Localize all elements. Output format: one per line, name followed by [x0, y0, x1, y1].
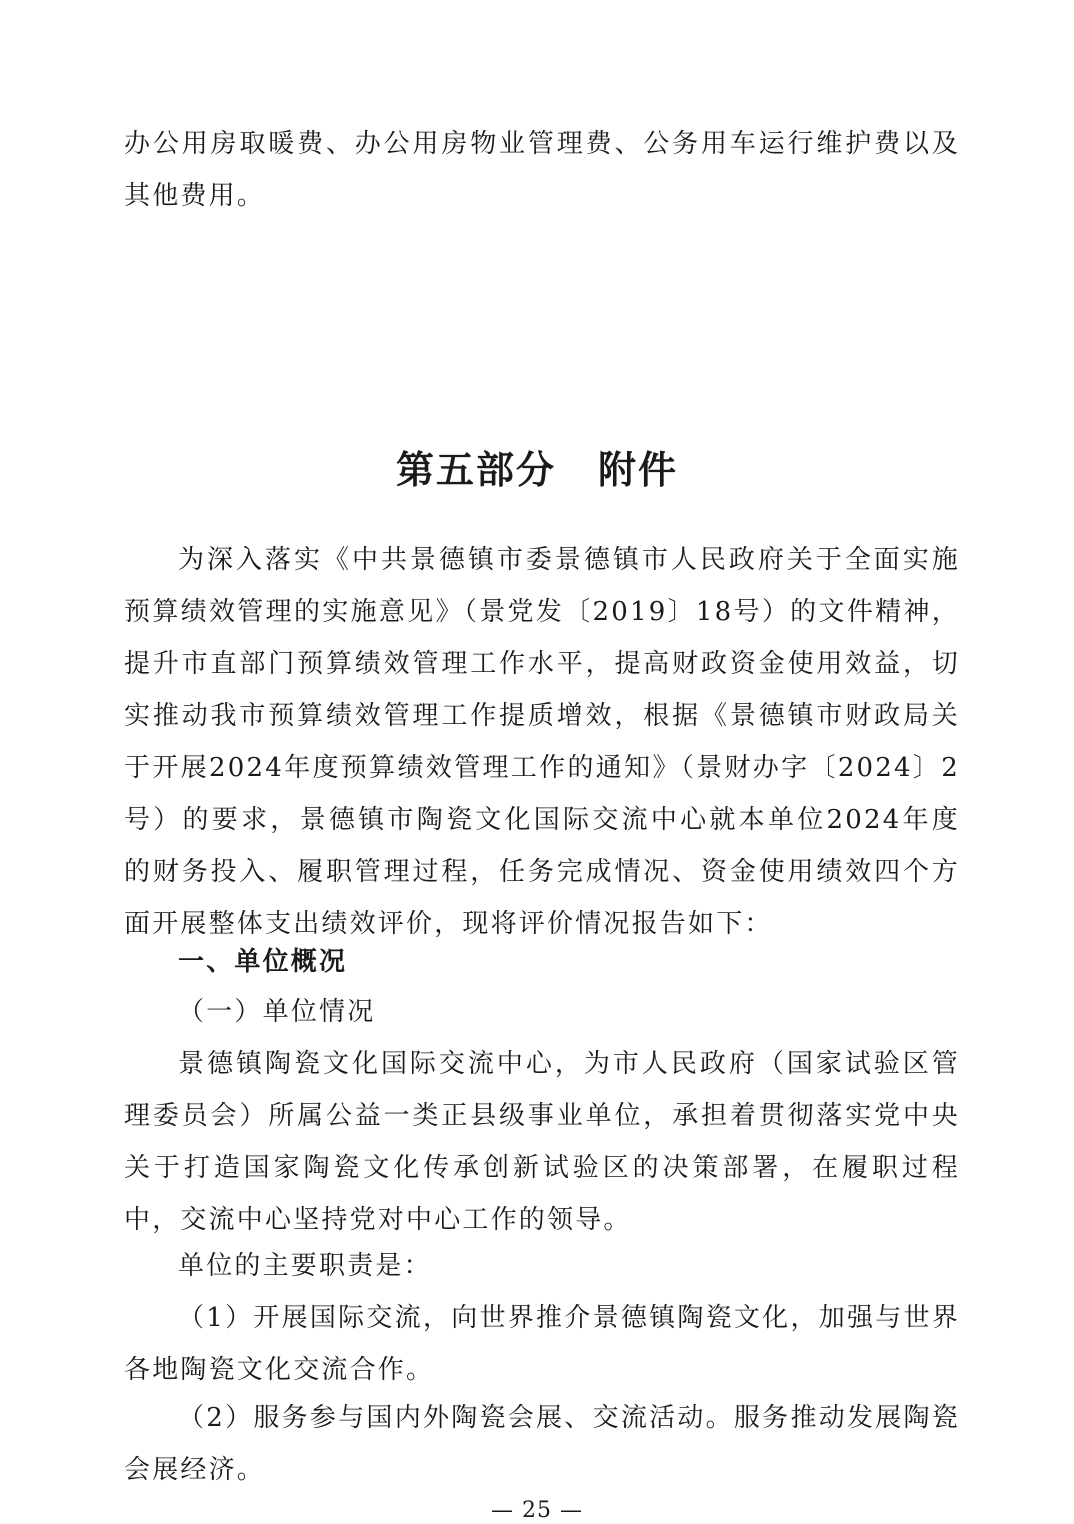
part-heading-title: 附件 — [598, 448, 679, 492]
duty-item-2: （2）服务参与国内外陶瓷会展、交流活动。服务推动发展陶瓷会展经济。 — [124, 1403, 960, 1485]
subsection-heading-unit-situation: （一）单位情况 — [178, 997, 376, 1027]
part-heading-number: 第五部分 — [395, 448, 556, 492]
page-number: — 25 — — [491, 1498, 583, 1523]
unit-description-paragraph: 景德镇陶瓷文化国际交流中心，为市人民政府（国家试验区管理委员会）所属公益一类正县级事业单位，承担着贯彻落实党中央关于打造国家陶瓷文化传承创新试验区的决策部署，在履职过程中，交流中心坚持党对中心工作的领导。 — [124, 1049, 960, 1235]
intro-paragraph: 为深入落实《中共景德镇市委景德镇市人民政府关于全面实施预算绩效管理的实施意见》（景党发〔2019〕18号）的文件精神，提升市直部门预算绩效管理工作水平，提高财政资金使用效益，切实推动我市预算绩效管理工作提质增效，根据《景德镇市财政局关于开展2024年度预算绩效管理工作的通知》（景财办字〔2024〕2号）的要求，景德镇市陶瓷文化国际交流中心就本单位2024年度的财务投入、履职管理过程，任务完成情况、资金使用绩效四个方面开展整体支出绩效评价，现将评价情况报告如下： — [124, 545, 960, 939]
part-heading — [0, 442, 1074, 498]
duty-item-1: （1）开展国际交流，向世界推介景德镇陶瓷文化，加强与世界各地陶瓷文化交流合作。 — [124, 1303, 960, 1385]
duties-intro-paragraph: 单位的主要职责是： — [178, 1251, 432, 1281]
continuation-paragraph: 办公用房取暖费、办公用房物业管理费、公务用车运行维护费以及其他费用。 — [124, 129, 960, 211]
section-heading-unit-overview: 一、单位概况 — [178, 947, 348, 977]
